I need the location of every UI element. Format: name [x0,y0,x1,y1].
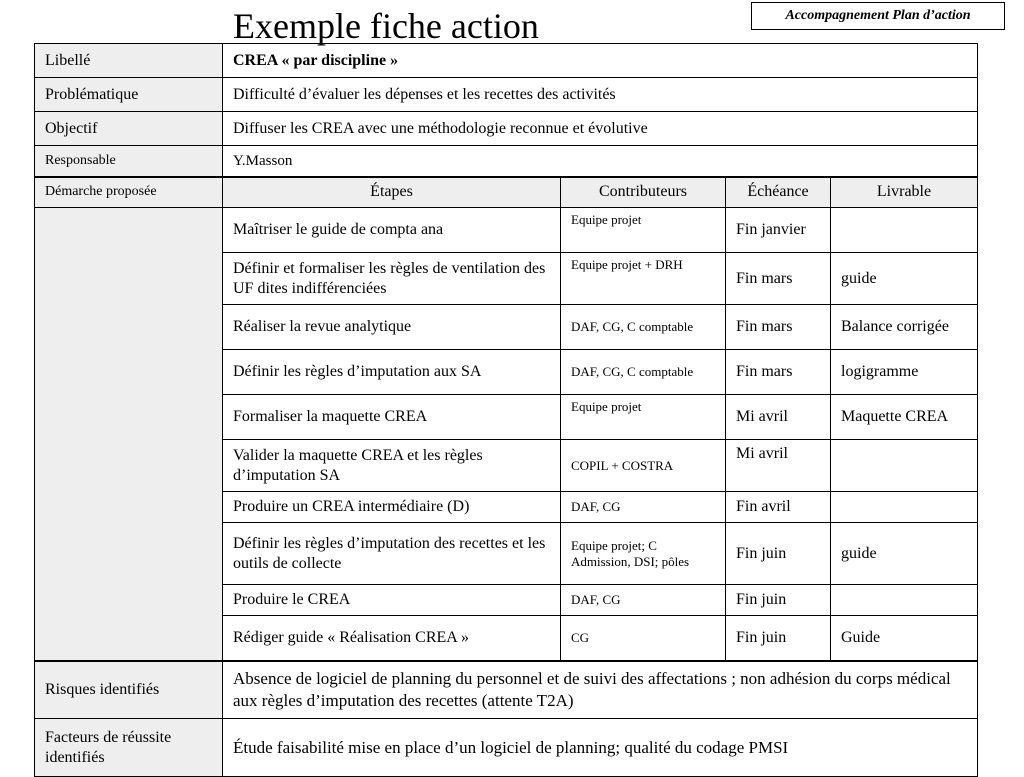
livrable-cell [831,492,978,523]
facteurs-value: Étude faisabilité mise en place d’un logiciel de planning; qualité du codage PMSI [223,719,978,777]
action-sheet-table [34,43,978,777]
problematique-value: Difficulté d’évaluer les dépenses et les recettes des activités [223,78,978,112]
livrable-cell [831,440,978,492]
contributeurs-cell: DAF, CG [561,585,726,616]
echeance-cell: Mi avril [726,440,831,492]
responsable-label: Responsable [35,146,223,177]
echeance-cell: Fin juin [726,585,831,616]
facteurs-label: Facteurs de réussite identifiés [35,719,223,777]
etape-cell: Réaliser la revue analytique [223,305,561,350]
objectif-label: Objectif [35,112,223,146]
echeance-cell: Fin avril [726,492,831,523]
etape-cell: Définir et formaliser les règles de ventilation des UF dites indifférenciées [223,253,561,305]
etape-cell: Rédiger guide « Réalisation CREA » [223,616,561,661]
etape-cell: Formaliser la maquette CREA [223,395,561,440]
problematique-label: Problématique [35,78,223,112]
livrable-cell [831,208,978,253]
etape-cell: Définir les règles d’imputation aux SA [223,350,561,395]
contributeurs-cell: DAF, CG, C comptable [561,350,726,395]
echeance-cell: Fin juin [726,616,831,661]
contributeurs-cell: Equipe projet [561,395,726,440]
objectif-value: Diffuser les CREA avec une méthodologie reconnue et évolutive [223,112,978,146]
contributeurs-cell: CG [561,616,726,661]
etape-cell: Définir les règles d’imputation des recettes et les outils de collecte [223,523,561,585]
livrable-cell: guide [831,253,978,305]
libelle-value: CREA « par discipline » [223,44,978,78]
echeance-cell: Fin janvier [726,208,831,253]
row-risques [35,661,978,719]
echeance-cell: Fin mars [726,253,831,305]
contributeurs-cell: DAF, CG, C comptable [561,305,726,350]
livrable-cell: Balance corrigée [831,305,978,350]
etape-cell: Produire un CREA intermédiaire (D) [223,492,561,523]
header-livrable: Livrable [831,177,978,208]
libelle-label: Libellé [35,44,223,78]
echeance-cell: Fin juin [726,523,831,585]
row-libelle [35,44,978,78]
risques-value: Absence de logiciel de planning du personnel et de suivi des affectations ; non adhésion du corps médical aux règles d’imputation des recettes (attente T2A) [223,661,978,719]
row-problematique [35,78,978,112]
header-echeance: Échéance [726,177,831,208]
demarche-label: Démarche proposée [35,177,223,208]
livrable-cell: guide [831,523,978,585]
contributeurs-cell: Equipe projet + DRH [561,253,726,305]
contributeurs-cell: COPIL + COSTRA [561,440,726,492]
livrable-cell: logigramme [831,350,978,395]
contributeurs-cell: DAF, CG [561,492,726,523]
demarche-header-row [35,177,978,208]
header-etapes: Étapes [223,177,561,208]
contributeurs-cell: Equipe projet; C Admission, DSI; pôles [561,523,726,585]
demarche-spacer [35,208,223,661]
header-contributeurs: Contributeurs [561,177,726,208]
risques-label: Risques identifiés [35,661,223,719]
header-tag: Accompagnement Plan d’action [751,2,1005,30]
echeance-cell: Fin mars [726,350,831,395]
etape-cell: Valider la maquette CREA et les règles d’imputation SA [223,440,561,492]
livrable-cell [831,585,978,616]
page-title: Exemple fiche action [233,6,539,46]
contributeurs-cell: Equipe projet [561,208,726,253]
etape-cell: Maîtriser le guide de compta ana [223,208,561,253]
livrable-cell: Maquette CREA [831,395,978,440]
row-responsable [35,146,978,177]
etape-cell: Produire le CREA [223,585,561,616]
livrable-cell: Guide [831,616,978,661]
row-objectif [35,112,978,146]
echeance-cell: Mi avril [726,395,831,440]
table-row [35,208,978,253]
responsable-value: Y.Masson [223,146,978,177]
echeance-cell: Fin mars [726,305,831,350]
